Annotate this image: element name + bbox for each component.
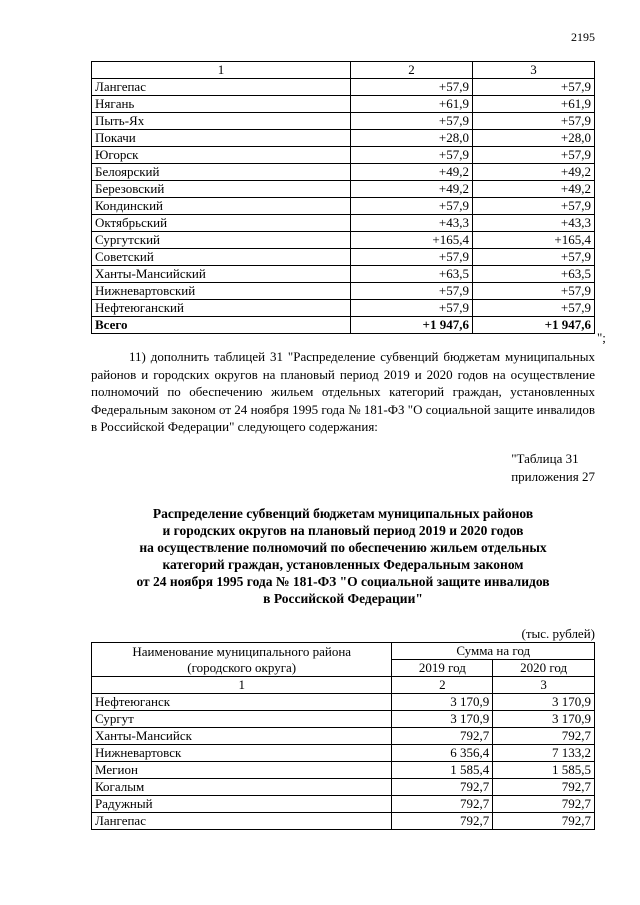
value-2020: 3 170,9	[493, 711, 595, 728]
table-row	[92, 779, 595, 796]
table-row	[92, 728, 595, 745]
table-row	[92, 300, 595, 317]
value-2019: +57,9	[350, 147, 472, 164]
value-2019: +49,2	[350, 181, 472, 198]
table-row	[92, 215, 595, 232]
municipality-name: Ханты-Мансийск	[92, 728, 392, 745]
title-line: и городских округов на плановый период 2019 и 2020 годов	[162, 523, 524, 538]
value-2019: +63,5	[350, 266, 472, 283]
value-2020: +63,5	[472, 266, 594, 283]
total-label: Всего	[92, 317, 351, 334]
district-name: Березовский	[92, 181, 351, 198]
value-2019: 6 356,4	[392, 745, 493, 762]
units-label: (тыс. рублей)	[521, 626, 595, 641]
value-2020: +165,4	[472, 232, 594, 249]
column-number: 3	[493, 677, 595, 694]
table-row	[92, 796, 595, 813]
district-name: Нягань	[92, 96, 351, 113]
table-row	[92, 181, 595, 198]
column-number: 1	[92, 677, 392, 694]
table-row	[92, 711, 595, 728]
column-number: 3	[472, 62, 594, 79]
title-line: от 24 ноября 1995 года № 181-ФЗ "О социальной защите инвалидов	[136, 574, 550, 589]
district-name: Югорск	[92, 147, 351, 164]
municipality-name: Нефтеюганск	[92, 694, 392, 711]
total-value-2020: +1 947,6	[472, 317, 594, 334]
paragraph-text: 11) дополнить таблицей 31 "Распределение субвенций бюджетам муниципальных районов и городских округов на плановый период 2019 и 2020 годов на осуществление полномочий по обеспечению жильем отдельных категорий граждан, установленных Федеральным законом от 24 ноября 1995 года № 181-ФЗ "О социальной защите инвалидов в Российской Федерации" следующего содержания:	[91, 349, 595, 434]
value-2019: 1 585,4	[392, 762, 493, 779]
municipality-name: Лангепас	[92, 813, 392, 830]
value-2019: +28,0	[350, 130, 472, 147]
value-2019: 3 170,9	[392, 694, 493, 711]
district-name: Сургутский	[92, 232, 351, 249]
district-name: Советский	[92, 249, 351, 266]
value-2020: 792,7	[493, 728, 595, 745]
table-row	[92, 694, 595, 711]
table-row	[92, 113, 595, 130]
table-row	[92, 130, 595, 147]
value-2020: +57,9	[472, 113, 594, 130]
amendment-paragraph	[91, 348, 595, 436]
value-2019: +43,3	[350, 215, 472, 232]
value-2020: 792,7	[493, 796, 595, 813]
value-2020: +49,2	[472, 181, 594, 198]
name-column-header	[92, 643, 392, 677]
title-line: в Российской Федерации"	[263, 591, 423, 606]
district-name: Нефтеюганский	[92, 300, 351, 317]
value-2020: 1 585,5	[493, 762, 595, 779]
value-2019: 792,7	[392, 728, 493, 745]
quote-close: ";	[597, 330, 606, 345]
value-2020: +57,9	[472, 198, 594, 215]
value-2020: 7 133,2	[493, 745, 595, 762]
value-2020: +57,9	[472, 147, 594, 164]
municipality-name: Мегион	[92, 762, 392, 779]
table-row	[92, 96, 595, 113]
municipality-name: Когалым	[92, 779, 392, 796]
table-reference	[511, 450, 595, 485]
table-row	[92, 232, 595, 249]
header-line: (городского округа)	[187, 659, 297, 675]
value-2019: +57,9	[350, 249, 472, 266]
table-row	[92, 813, 595, 830]
column-number: 2	[350, 62, 472, 79]
page-number: 2195	[571, 30, 595, 44]
table-row	[92, 198, 595, 215]
district-name: Кондинский	[92, 198, 351, 215]
table-row	[92, 266, 595, 283]
value-2019: 3 170,9	[392, 711, 493, 728]
table-row	[92, 79, 595, 96]
district-name: Октябрьский	[92, 215, 351, 232]
table-row	[92, 283, 595, 300]
title-line: категорий граждан, установленных Федеральным законом	[162, 557, 524, 572]
district-name: Нижневартовский	[92, 283, 351, 300]
municipality-name: Нижневартовск	[92, 745, 392, 762]
district-name: Лангепас	[92, 79, 351, 96]
value-2020: +61,9	[472, 96, 594, 113]
value-2020: +28,0	[472, 130, 594, 147]
value-2020: +57,9	[472, 79, 594, 96]
value-2019: +57,9	[350, 198, 472, 215]
value-2019: +57,9	[350, 79, 472, 96]
district-name: Ханты-Мансийский	[92, 266, 351, 283]
table-row	[92, 249, 595, 266]
value-2020: 3 170,9	[493, 694, 595, 711]
table-row	[92, 164, 595, 181]
value-2019: +61,9	[350, 96, 472, 113]
column-number: 1	[92, 62, 351, 79]
value-2020: +57,9	[472, 249, 594, 266]
district-name: Белоярский	[92, 164, 351, 181]
table-header-row	[92, 62, 595, 79]
column-number: 2	[392, 677, 493, 694]
year-2020-header: 2020 год	[493, 660, 595, 677]
table-row	[92, 147, 595, 164]
year-2019-header: 2019 год	[392, 660, 493, 677]
title-line: Распределение субвенций бюджетам муниципальных районов	[152, 506, 534, 521]
value-2020: +57,9	[472, 300, 594, 317]
table-row	[92, 745, 595, 762]
table-header-row	[92, 643, 595, 660]
value-2020: +43,3	[472, 215, 594, 232]
title-line: на осуществление полномочий по обеспечению жильем отдельных	[139, 540, 547, 555]
value-2020: +49,2	[472, 164, 594, 181]
district-name: Пыть-Ях	[92, 113, 351, 130]
value-2019: +57,9	[350, 300, 472, 317]
subsidy-changes-table	[91, 61, 595, 334]
appendix-number: приложения 27	[511, 468, 595, 484]
column-numbers-row	[92, 677, 595, 694]
value-2019: +57,9	[350, 113, 472, 130]
header-line: Наименование муниципального района	[132, 643, 352, 659]
value-2019: +57,9	[350, 283, 472, 300]
value-2020: 792,7	[493, 813, 595, 830]
table-title	[91, 505, 595, 607]
value-2019: 792,7	[392, 813, 493, 830]
value-2019: 792,7	[392, 796, 493, 813]
value-2019: +165,4	[350, 232, 472, 249]
value-2019: +49,2	[350, 164, 472, 181]
value-2020: +57,9	[472, 283, 594, 300]
sum-column-header: Сумма на год	[392, 643, 595, 660]
municipality-name: Сургут	[92, 711, 392, 728]
district-name: Покачи	[92, 130, 351, 147]
total-value-2019: +1 947,6	[350, 317, 472, 334]
total-row	[92, 317, 595, 334]
value-2019: 792,7	[392, 779, 493, 796]
table-number: "Таблица 31	[511, 451, 579, 466]
subsidy-distribution-table	[91, 642, 595, 830]
municipality-name: Радужный	[92, 796, 392, 813]
value-2020: 792,7	[493, 779, 595, 796]
table-row	[92, 762, 595, 779]
